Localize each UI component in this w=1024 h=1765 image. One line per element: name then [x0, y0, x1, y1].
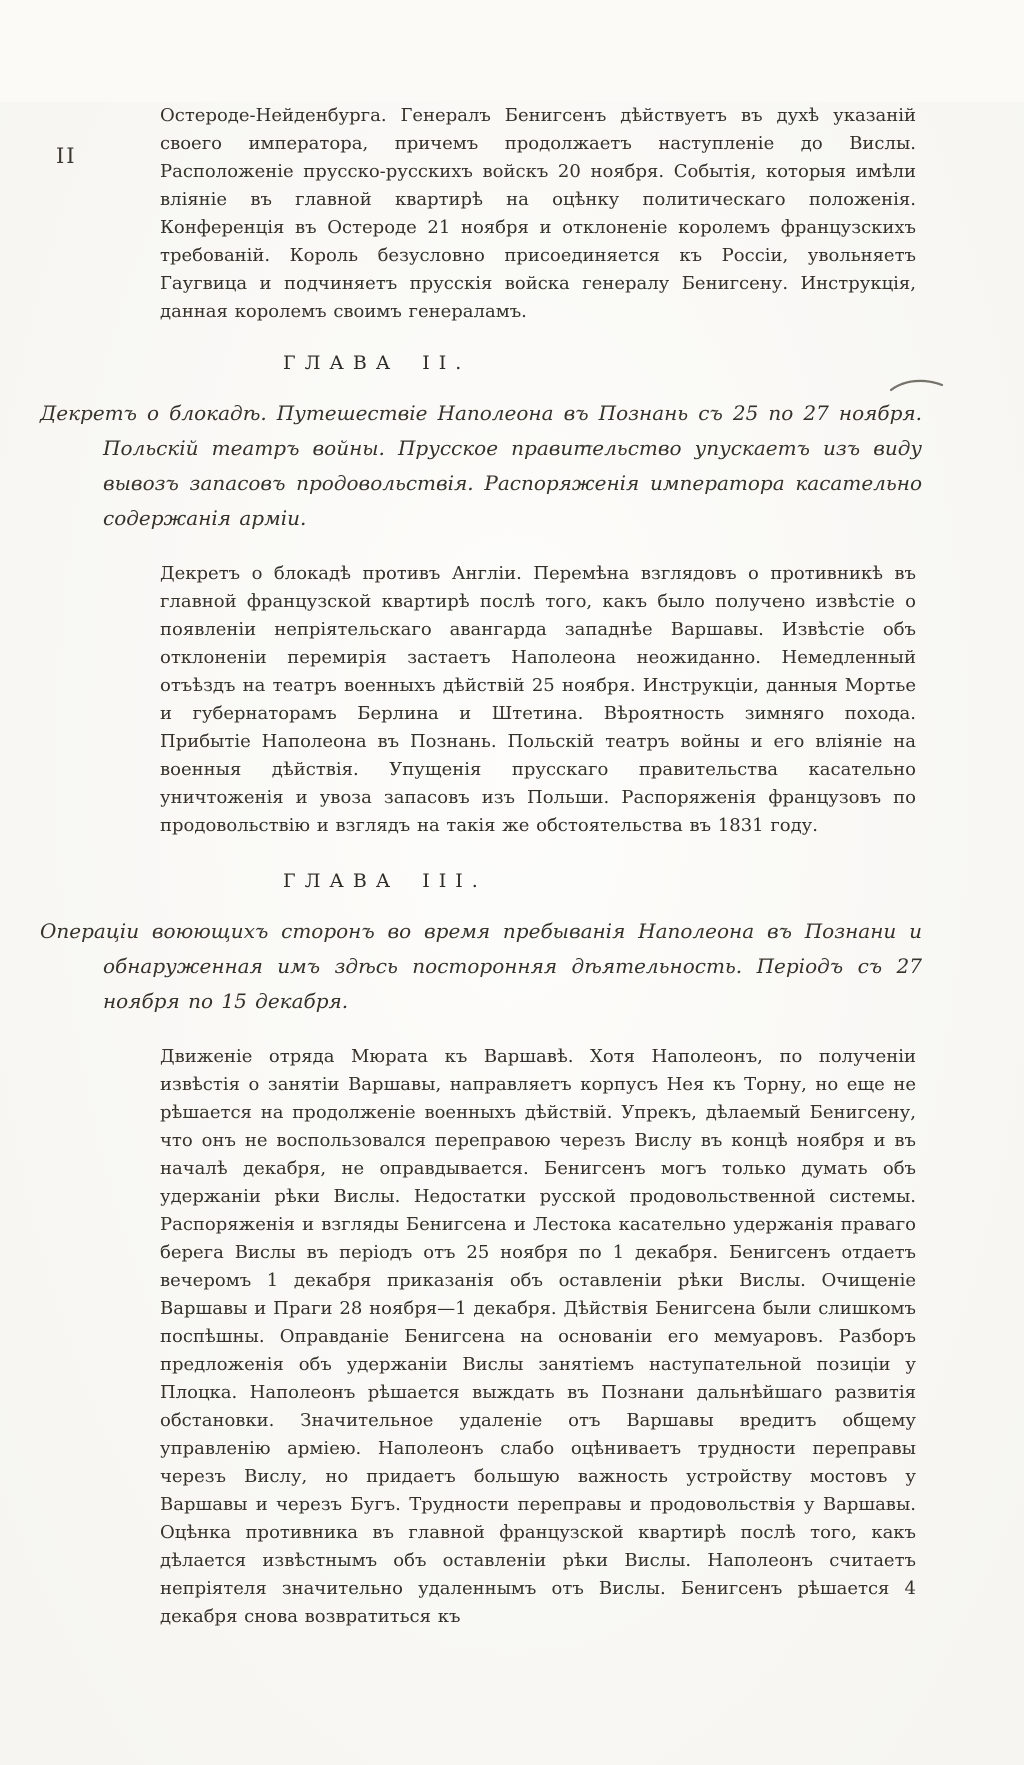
page-number: II [56, 144, 77, 168]
chapter3-summary-paragraph: Операціи воюющихъ сторонъ во время пребыванія Наполеона въ Познани и обнаруженная имъ здѣсь посторонняя дѣятельность. Періодъ съ 27 ноября по 15 декабря. [40, 919, 922, 1013]
chapter3-heading: ГЛАВА III. [283, 870, 487, 892]
chapter2-body-paragraph: Декретъ о блокадѣ противъ Англіи. Перемѣна взглядовъ о противникѣ въ главной французской квартирѣ послѣ того, какъ было получено извѣстіе о появленіи непріятельскаго авангарда западнѣе Варшавы. Извѣстіе объ отклоненіи перемирія застаетъ Наполеона неожиданно. Немедленный отъѣздъ на театръ военныхъ дѣйствій 25 ноября. Инструкціи, данныя Мортье и губернаторамъ Берлина и Штетина. Вѣроятность зимняго похода. Прибытіе Наполеона въ Познань. Польскій театръ войны и его вліяніе на военныя дѣйствія. Упущенія прусскаго правительства касательно уничтоженія и увоза запасовъ изъ Польши. Распоряженія французовъ по продовольствію и взглядъ на такія же обстоятельства въ 1831 году. [160, 563, 916, 836]
scan-artifact-curve [890, 376, 944, 394]
chapter2-summary-paragraph: Декретъ о блокадѣ. Путешествіе Наполеона въ Познань съ 25 по 27 ноября. Польскій театръ войны. Прусское правительство упускаетъ изъ виду вывозъ запасовъ продовольствія. Распоряженія императора касательно содержанія арміи. [40, 401, 922, 530]
chapter3-body-paragraph: Движеніе отряда Мюрата къ Варшавѣ. Хотя Наполеонъ, по полученіи извѣстія о занятіи Варшавы, направляетъ корпусъ Нея къ Торну, но еще не рѣшается на продолженіе военныхъ дѣйствій. Упрекъ, дѣлаемый Бенигсену, что онъ не воспользовался переправою черезъ Вислу въ концѣ ноября и въ началѣ декабря, не оправдывается. Бенигсенъ могъ только думать объ удержаніи рѣки Вислы. Недостатки русской продовольственной системы. Распоряженія и взгляды Бенигсена и Лестока касательно удержанія праваго берега Вислы въ періодъ отъ 25 ноября по 1 декабря. Бенигсенъ отдаетъ вечеромъ 1 декабря приказанія объ оставленіи рѣки Вислы. Очищеніе Варшавы и Праги 28 ноября—1 декабря. Дѣйствія Бенигсена были слишкомъ поспѣшны. Оправданіе Бенигсена на основаніи его мемуаровъ. Разборъ предложенія объ удержаніи Вислы занятіемъ наступательной позиціи у Плоцка. Наполеонъ рѣшается выждать въ Познани дальнѣйшаго развитія обстановки. Значительное удаленіе отъ Варшавы вредитъ общему управленію арміею. Наполеонъ слабо оцѣниваетъ трудности переправы черезъ Вислу, но придаетъ большую важность устройству мостовъ у Варшавы и черезъ Бугъ. Трудности переправы и продовольствія у Варшавы. Оцѣнка противника въ главной французской квартирѣ послѣ того, какъ дѣлается извѣстнымъ объ оставленіи рѣки Вислы. Наполеонъ считаетъ непріятеля значительно удаленнымъ отъ Вислы. Бенигсенъ рѣшается 4 декабря снова возвратиться къ [160, 1046, 916, 1627]
chapter2-heading: ГЛАВА II. [283, 352, 471, 374]
chapter1-continuation-paragraph: Остероде-Нейденбурга. Генералъ Бенигсенъ дѣйствуетъ въ духѣ указаній своего императора, причемъ продолжаетъ наступленіе до Вислы. Расположеніе прусско-русскихъ войскъ 20 ноября. Событія, которыя имѣли вліяніе въ главной квартирѣ на оцѣнку политическаго положенія. Конференція въ Остероде 21 ноября и отклоненіе королемъ французскихъ требованій. Король безусловно присоединяется къ Россіи, увольняетъ Гаугвица и подчиняетъ прусскія войска генералу Бенигсену. Инструкція, данная королемъ своимъ генераламъ. [160, 105, 916, 322]
scanned-book-page [0, 102, 1024, 1765]
